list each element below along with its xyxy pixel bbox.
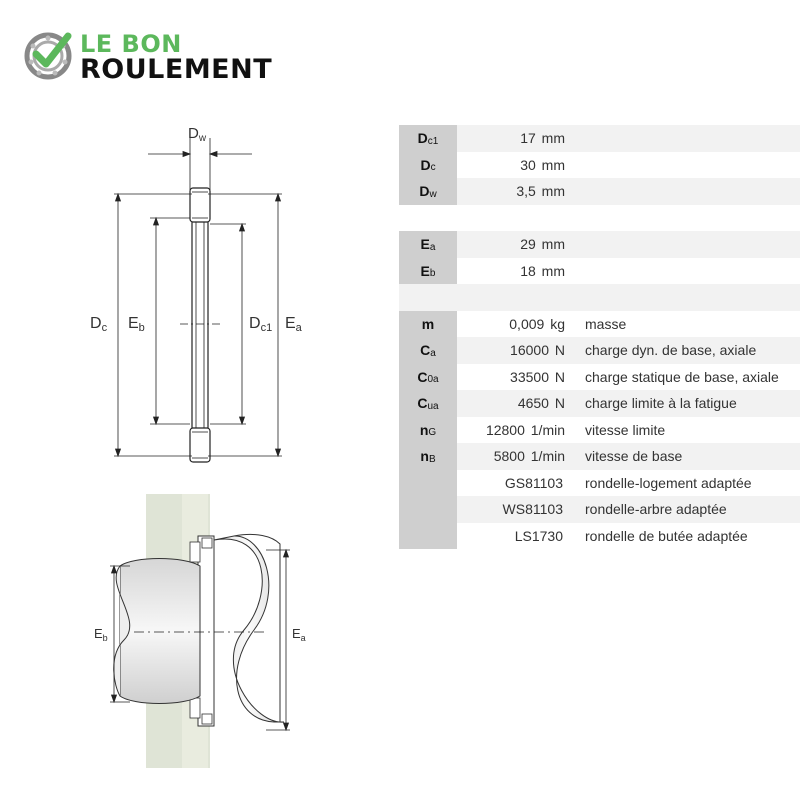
spec-value: 18 mm bbox=[520, 262, 565, 279]
spec-value: 12800 1/min bbox=[485, 421, 565, 438]
spec-symbol: C $_a$ bbox=[399, 337, 457, 364]
spec-value: LS1730 bbox=[514, 527, 563, 544]
spec-symbol: C $_{0a}$ bbox=[399, 364, 457, 391]
spec-symbol: D $_{c1}$ bbox=[399, 125, 457, 152]
spec-unit: 1/min bbox=[530, 421, 565, 438]
spec-table bbox=[399, 125, 800, 549]
logo-text-bottom: ROULEMENT bbox=[80, 54, 273, 85]
spec-unit bbox=[563, 475, 565, 491]
spec-row bbox=[399, 311, 800, 338]
spec-row bbox=[399, 125, 800, 152]
label-ea-bottom: $E_a$ bbox=[292, 626, 306, 643]
spec-symbol: D $_w$ bbox=[399, 178, 457, 205]
spec-description: vitesse de base bbox=[585, 448, 683, 465]
spec-row bbox=[399, 417, 800, 444]
spec-symbol bbox=[399, 523, 457, 550]
spec-symbol: m bbox=[399, 311, 457, 338]
spec-unit: N bbox=[554, 342, 565, 359]
spec-unit: N bbox=[554, 368, 565, 385]
spec-symbol bbox=[399, 496, 457, 523]
spec-unit: mm bbox=[541, 183, 565, 200]
label-eb-bottom: $E_b$ bbox=[94, 626, 108, 643]
spec-unit: mm bbox=[541, 130, 565, 147]
spec-value: 33500 N bbox=[510, 368, 565, 385]
spec-row bbox=[399, 178, 800, 205]
label-dw: $D_w$ bbox=[188, 125, 207, 144]
spec-value: WS81103 bbox=[502, 501, 563, 518]
spec-unit: 1/min bbox=[530, 448, 565, 465]
spec-spacer-row bbox=[399, 205, 800, 232]
spec-symbol: n $_B$ bbox=[399, 443, 457, 470]
label-eb: Eb bbox=[128, 315, 145, 334]
spec-value: GS81103 bbox=[504, 474, 563, 491]
spec-unit: mm bbox=[541, 262, 565, 279]
spec-symbol: E $_a$ bbox=[399, 231, 457, 258]
spec-description: rondelle-arbre adaptée bbox=[585, 501, 727, 518]
spec-description: charge dyn. de base, axiale bbox=[585, 342, 757, 359]
spec-unit bbox=[563, 528, 565, 544]
spec-value: 3,5 mm bbox=[516, 183, 565, 200]
spec-description: rondelle de butée adaptée bbox=[585, 527, 748, 544]
spec-row bbox=[399, 470, 800, 497]
spec-description: charge statique de base, axiale bbox=[585, 368, 779, 385]
spec-spacer-row bbox=[399, 284, 800, 311]
label-ea: Ea bbox=[285, 315, 302, 334]
spec-row bbox=[399, 231, 800, 258]
spec-row bbox=[399, 258, 800, 285]
spec-value: 30 mm bbox=[520, 156, 565, 173]
bearing-section-drawing bbox=[84, 118, 324, 468]
spec-unit bbox=[563, 501, 565, 517]
spec-row bbox=[399, 364, 800, 391]
spec-description: rondelle-logement adaptée bbox=[585, 474, 752, 491]
spec-symbol: D $_c$ bbox=[399, 152, 457, 179]
spec-symbol: n $_G$ bbox=[399, 417, 457, 444]
spec-row bbox=[399, 337, 800, 364]
logo-text-top: LE BON bbox=[80, 30, 182, 58]
brand-logo[interactable] bbox=[22, 28, 302, 84]
spec-value: 29 mm bbox=[520, 236, 565, 253]
spec-unit: N bbox=[554, 395, 565, 412]
label-dc1: Dc1 bbox=[249, 315, 273, 334]
spec-value: 16000 N bbox=[510, 342, 565, 359]
bearing-check-icon bbox=[22, 28, 74, 80]
spec-description: vitesse limite bbox=[585, 421, 666, 438]
spec-symbol bbox=[399, 470, 457, 497]
spec-symbol: C $_{ua}$ bbox=[399, 390, 457, 417]
spec-value: 17 mm bbox=[520, 130, 565, 147]
spec-unit: kg bbox=[550, 315, 565, 332]
spec-unit: mm bbox=[541, 236, 565, 253]
spec-symbol: E $_b$ bbox=[399, 258, 457, 285]
bearing-mounting-drawing bbox=[84, 490, 324, 780]
spec-row bbox=[399, 443, 800, 470]
spec-description: masse bbox=[585, 315, 627, 332]
spec-value: 5800 1/min bbox=[493, 448, 565, 465]
spec-row bbox=[399, 152, 800, 179]
spec-row bbox=[399, 496, 800, 523]
spec-value: 0,009 kg bbox=[509, 315, 565, 332]
spec-row bbox=[399, 390, 800, 417]
label-dc: Dc bbox=[90, 315, 108, 334]
spec-unit: mm bbox=[541, 156, 565, 173]
spec-row bbox=[399, 523, 800, 550]
spec-value: 4650 N bbox=[517, 395, 565, 412]
spec-description: charge limite à la fatigue bbox=[585, 395, 737, 412]
